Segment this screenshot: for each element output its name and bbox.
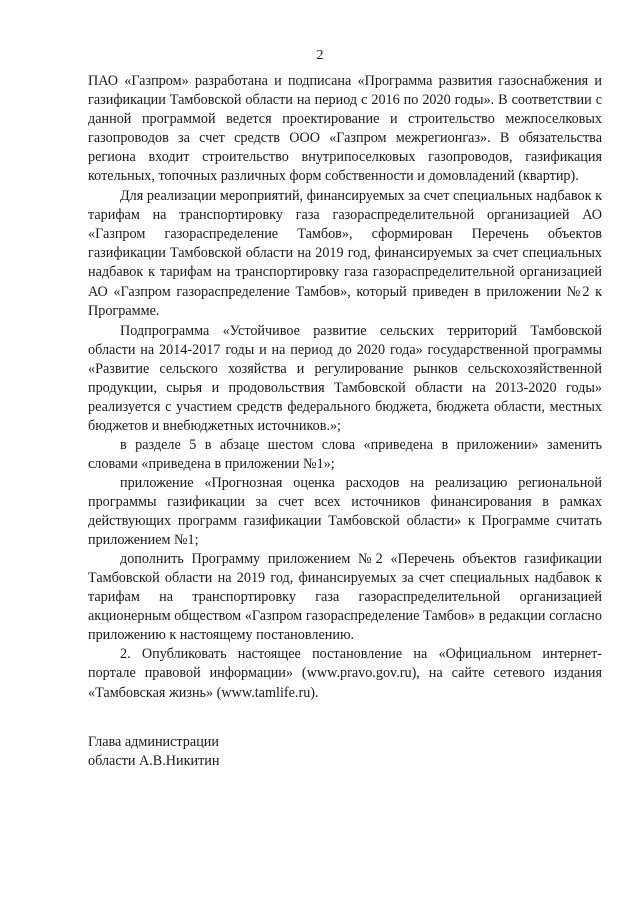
paragraph: Для реализации мероприятий, финансируемых за счет специальных надбавок к тарифам на транспортировку газа газораспределительной организацией АО «Газпром газораспределение Тамбов», сформирован Перечень объектов газификации Тамбовской области на 2019 год, финансируемых за счет специальных надбавок к тарифам на транспортировку газа газораспределительной организацией АО «Газпром газораспределение Тамбов», который приведен в приложении №2 к Программе. bbox=[88, 188, 602, 319]
signature-block bbox=[88, 733, 219, 771]
page-number: 2 bbox=[316, 48, 324, 63]
paragraph: Подпрограмма «Устойчивое развитие сельских территорий Тамбовской области на 2014-2017 годы и на период до 2020 года» государственной программы «Развитие сельского хозяйства и регулирование рынков сельскохозяйственной продукции, сырья и продовольствия Тамбовской области на 2013-2020 годы» реализуется с участием средств федерального бюджета, бюджета области, местных бюджетов и внебюджетных источников.»; bbox=[88, 322, 602, 434]
paragraph: приложение «Прогнозная оценка расходов на реализацию региональной программы газификации за счет всех источников финансирования в рамках действующих программ газификации Тамбовской области» к Программе считать приложением №1; bbox=[88, 474, 602, 549]
signature-title: Глава администрации bbox=[88, 734, 219, 750]
document-body bbox=[88, 72, 602, 703]
signature-name: области А.В.Никитин bbox=[88, 753, 220, 769]
paragraph: в разделе 5 в абзаце шестом слова «приведена в приложении» заменить словами «приведена в приложении №1»; bbox=[88, 436, 602, 472]
paragraph: дополнить Программу приложением №2 «Перечень объектов газификации Тамбовской области на 2019 год, финансируемых за счет специальных надбавок к тарифам на транспортировку газа газораспределительной организацией акционерным обществом «Газпром газораспределение Тамбов» в редакции согласно приложению к настоящему постановлению. bbox=[88, 551, 602, 644]
paragraph: 2. Опубликовать настоящее постановление на «Официальном интернет-портале правовой информации» (www.pravo.gov.ru), на сайте сетевого издания «Тамбовская жизнь» (www.tamlife.ru). bbox=[88, 646, 602, 701]
paragraph: ПАО «Газпром» разработана и подписана «Программа развития газоснабжения и газификации Тамбовской области на период с 2016 по 2020 годы». В соответствии с данной программой ведется проектирование и строительство межпоселковых газопроводов за счет средств ООО «Газпром межрегионгаз». В обязательства региона входит строительство внутрипоселковых газопроводов, газификация котельных, топочных различных форм собственности и домовладений (квартир). bbox=[88, 73, 602, 185]
